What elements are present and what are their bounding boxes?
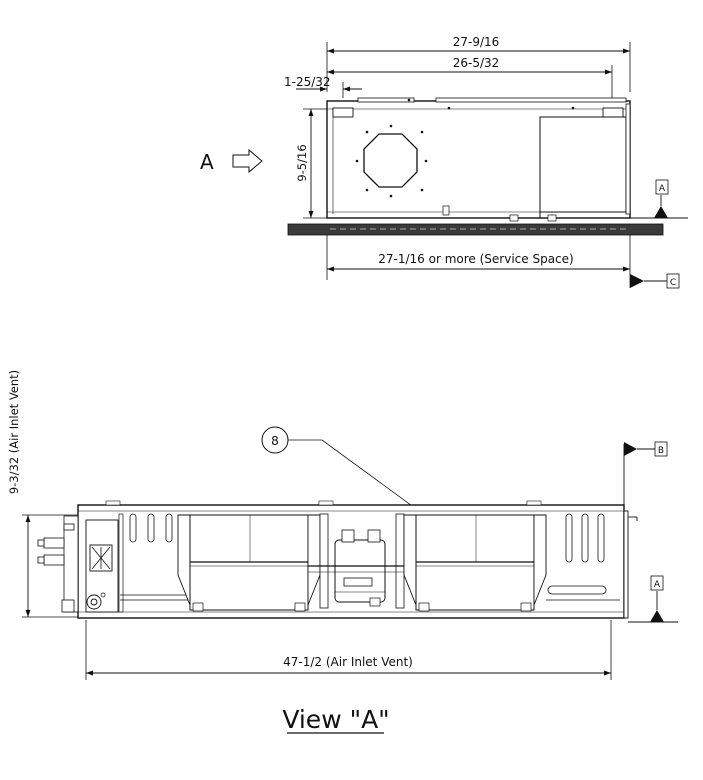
view-arrow-label: A xyxy=(200,150,214,174)
hanger-span-label: 26-5/32 xyxy=(452,56,500,70)
top-view xyxy=(200,35,688,288)
control-box xyxy=(86,514,123,612)
piping-connectors xyxy=(38,516,78,612)
datum-a-front-label: A xyxy=(653,580,661,590)
datum-a-top-label: A xyxy=(658,184,666,194)
service-space-label: 27-1/16 or more (Service Space) xyxy=(378,252,574,266)
overall-width-label: 27-9/16 xyxy=(452,35,500,49)
right-blower xyxy=(404,515,546,611)
front-view xyxy=(7,370,678,734)
view-caption: View "A" xyxy=(282,705,390,734)
view-direction-arrow-icon xyxy=(233,150,262,172)
inlet-height-label: 9-3/32 (Air Inlet Vent) xyxy=(7,369,21,495)
hanger-offset-label: 1-25/32 xyxy=(284,75,331,89)
height-label: 9-5/16 xyxy=(295,144,309,182)
datum-c-label: C xyxy=(669,278,677,288)
datum-b-label: B xyxy=(657,446,665,456)
unit-front-body xyxy=(38,501,637,618)
callout-number: 8 xyxy=(271,434,279,448)
unit-side-body xyxy=(327,98,630,221)
inlet-width-label: 47-1/2 (Air Inlet Vent) xyxy=(283,655,413,669)
left-blower xyxy=(178,515,320,611)
